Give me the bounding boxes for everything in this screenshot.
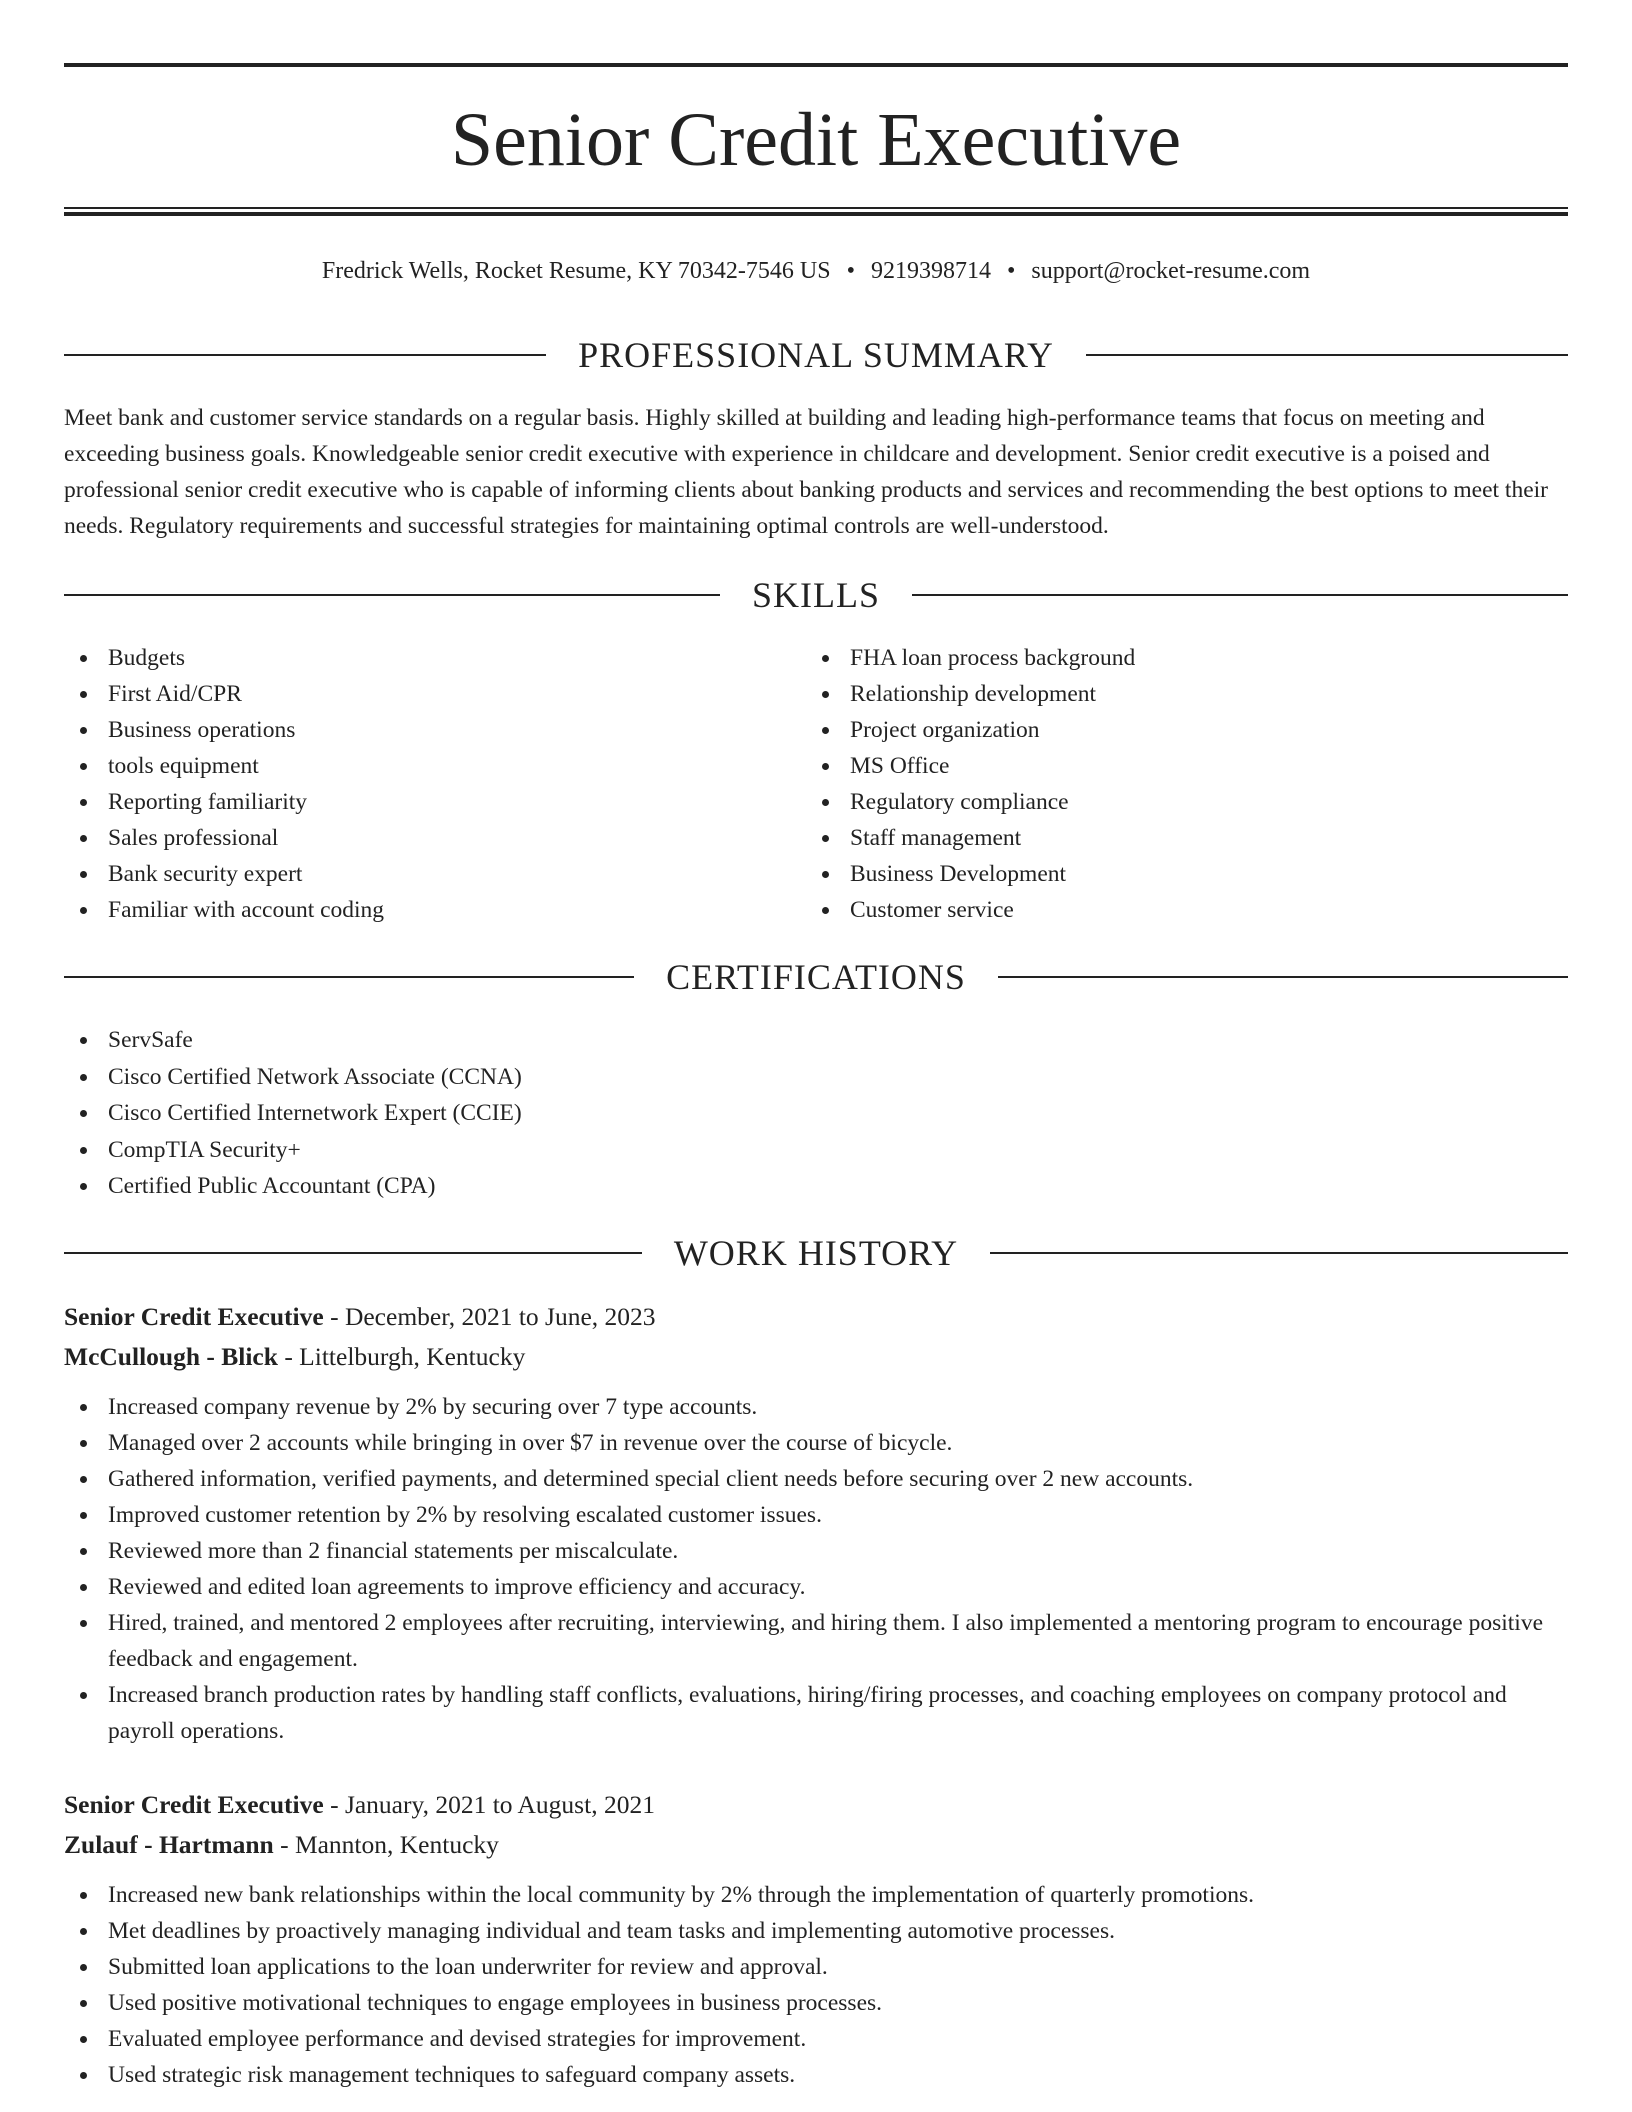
job-bullets <box>64 1877 1568 2093</box>
job-bullet: Hired, trained, and mentored 2 employees after recruiting, interviewing, and hiring them. I also implemented a mentoring program to encourage positive feedback and engagement. <box>64 1605 1568 1677</box>
header-bottom-rule <box>64 207 1568 216</box>
skill-item: Customer service <box>806 892 1506 928</box>
divider-line <box>990 1252 1568 1254</box>
contact-line <box>64 254 1568 288</box>
skill-item: Staff management <box>806 820 1506 856</box>
job-bullet: Evaluated employee performance and devised strategies for improvement. <box>64 2021 1568 2057</box>
job-bullet: Used positive motivational techniques to engage employees in business processes. <box>64 1985 1568 2021</box>
certifications-section-header <box>64 953 1568 1001</box>
job-bullets <box>64 1389 1568 1749</box>
job-title: Senior Credit Executive <box>64 1302 324 1331</box>
job-dates: - January, 2021 to August, 2021 <box>323 1790 655 1819</box>
skill-item: First Aid/CPR <box>64 676 764 712</box>
skill-item: Business operations <box>64 712 764 748</box>
certification-item: Cisco Certified Internetwork Expert (CCIE) <box>64 1095 1568 1132</box>
job-bullet: Managed over 2 accounts while bringing in over $7 in revenue over the course of bicycle. <box>64 1425 1568 1461</box>
job-bullet: Improved customer retention by 2% by resolving escalated customer issues. <box>64 1497 1568 1533</box>
job-bullet: Met deadlines by proactively managing individual and team tasks and implementing automotive processes. <box>64 1913 1568 1949</box>
divider-line <box>64 354 546 356</box>
skill-item: Regulatory compliance <box>806 784 1506 820</box>
summary-text: Meet bank and customer service standards on a regular basis. Highly skilled at building and leading high-performance teams that focus on meeting and exceeding business goals. Knowledgeable senior credit executive with experience in childcare and development. Senior credit executive is a poised and professional senior credit executive who is capable of informing clients about banking products and services and recommending the best options to meet their needs. Regulatory requirements and successful strategies for maintaining optimal controls are well-understood. <box>64 405 1548 539</box>
certifications-list <box>64 1022 1568 1205</box>
skill-item: Relationship development <box>806 676 1506 712</box>
skill-item: tools equipment <box>64 748 764 784</box>
skill-item: Familiar with account coding <box>64 892 764 928</box>
job-location: - Mannton, Kentucky <box>273 1830 499 1859</box>
divider-line <box>64 976 634 978</box>
certifications-heading: CERTIFICATIONS <box>666 957 966 997</box>
skill-item: FHA loan process background <box>806 640 1506 676</box>
job-bullet: Reviewed and edited loan agreements to improve efficiency and accuracy. <box>64 1569 1568 1605</box>
divider-line <box>998 976 1568 978</box>
divider-line <box>912 594 1568 596</box>
job-bullet: Gathered information, verified payments, and determined special client needs before securing over 2 new accounts. <box>64 1461 1568 1497</box>
job-company: McCullough - Blick <box>64 1342 278 1371</box>
job-title: Senior Credit Executive <box>64 1790 324 1819</box>
contact-email[interactable]: support@rocket-resume.com <box>1031 258 1311 284</box>
job-bullet: Increased branch production rates by handling staff conflicts, evaluations, hiring/firing processes, and coaching employees on company protocol and payroll operations. <box>64 1677 1568 1749</box>
summary-section-header <box>64 331 1568 379</box>
skill-item: Bank security expert <box>64 856 764 892</box>
job-location: - Littelburgh, Kentucky <box>277 1342 526 1371</box>
summary-heading: PROFESSIONAL SUMMARY <box>578 335 1054 375</box>
contact-address: Fredrick Wells, Rocket Resume, KY 70342-7546 US <box>321 258 831 284</box>
skill-item: MS Office <box>806 748 1506 784</box>
contact-separator: • <box>1007 258 1016 284</box>
skills-heading: SKILLS <box>752 575 881 615</box>
divider-line <box>64 594 720 596</box>
skills-list-left <box>64 640 764 928</box>
contact-separator: • <box>846 258 855 284</box>
divider-line <box>64 1252 642 1254</box>
header-top-rule <box>64 63 1568 67</box>
job-bullet: Reviewed more than 2 financial statements per miscalculate. <box>64 1533 1568 1569</box>
certification-item: Cisco Certified Network Associate (CCNA) <box>64 1059 1568 1096</box>
skill-item: Budgets <box>64 640 764 676</box>
job-title-line <box>64 1785 1568 1825</box>
contact-phone: 9219398714 <box>871 258 991 284</box>
job-bullet: Increased company revenue by 2% by securing over 7 type accounts. <box>64 1389 1568 1425</box>
divider-line <box>1086 354 1568 356</box>
job-entry <box>64 1297 1568 1749</box>
work-heading: WORK HISTORY <box>673 1233 959 1273</box>
certification-item: Certified Public Accountant (CPA) <box>64 1168 1568 1205</box>
job-bullet: Submitted loan applications to the loan underwriter for review and approval. <box>64 1949 1568 1985</box>
job-company-line <box>64 1337 1568 1377</box>
skill-item: Reporting familiarity <box>64 784 764 820</box>
job-company-line <box>64 1825 1568 1865</box>
job-bullet: Increased new bank relationships within the local community by 2% through the implementation of quarterly promotions. <box>64 1877 1568 1913</box>
work-section-header <box>64 1229 1568 1277</box>
job-title-line <box>64 1297 1568 1337</box>
certification-item: CompTIA Security+ <box>64 1132 1568 1169</box>
skills-list-right <box>806 640 1506 928</box>
job-bullet: Used strategic risk management techniques to safeguard company assets. <box>64 2057 1568 2093</box>
skills-section-header <box>64 571 1568 619</box>
resume-title: Senior Credit Executive <box>450 98 1182 182</box>
skill-item: Sales professional <box>64 820 764 856</box>
job-dates: - December, 2021 to June, 2023 <box>323 1302 656 1331</box>
job-company: Zulauf - Hartmann <box>64 1830 274 1859</box>
certification-item: ServSafe <box>64 1022 1568 1059</box>
job-entry <box>64 1785 1568 2093</box>
skill-item: Business Development <box>806 856 1506 892</box>
skill-item: Project organization <box>806 712 1506 748</box>
